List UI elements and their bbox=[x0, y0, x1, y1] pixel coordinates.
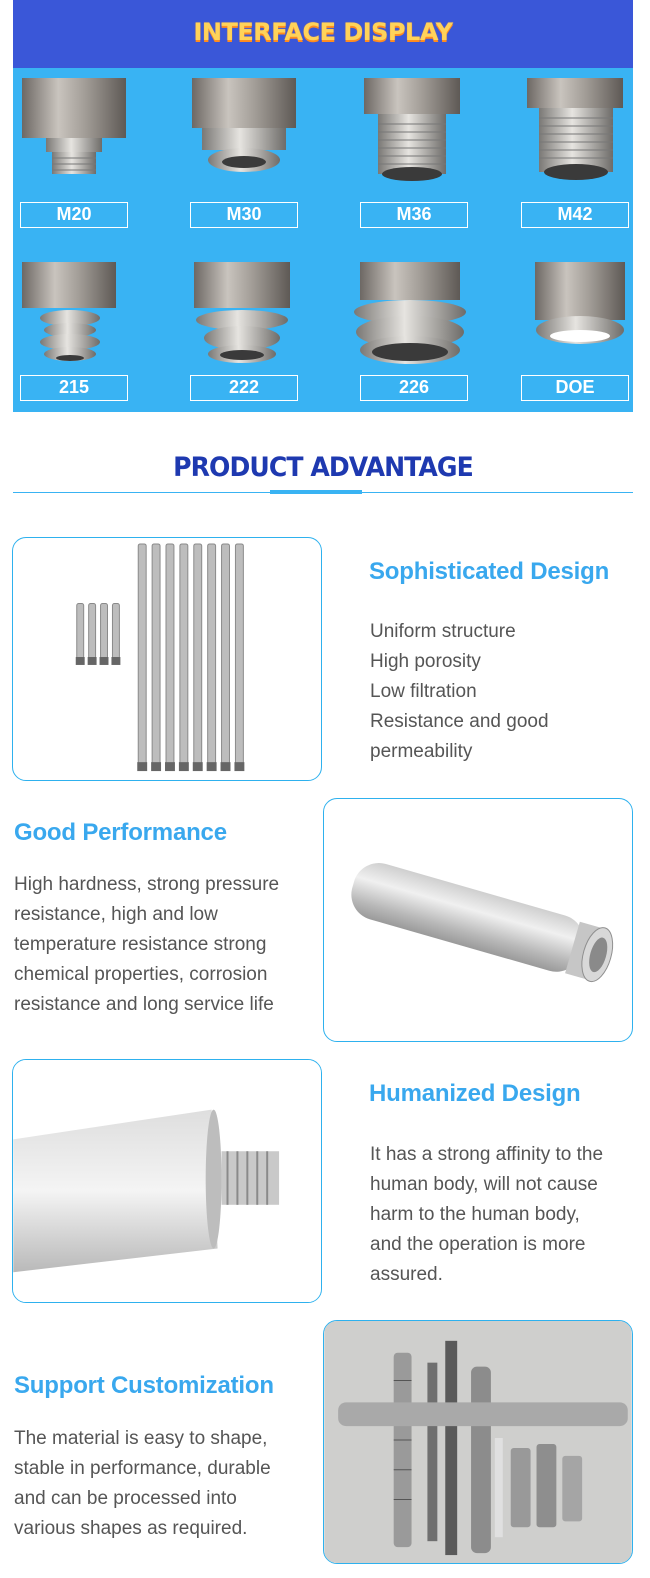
interface-code-label: 222 bbox=[190, 375, 298, 401]
filter-fitting-image bbox=[190, 74, 298, 186]
filter-fitting-image bbox=[20, 262, 128, 374]
feature-line: harm to the human body, bbox=[370, 1204, 580, 1225]
feature-description bbox=[14, 1424, 314, 1544]
filter-fitting-image bbox=[190, 262, 298, 374]
feature-line: Uniform structure bbox=[370, 621, 516, 642]
interface-code-label: M20 bbox=[20, 202, 128, 228]
feature-line: assured. bbox=[370, 1264, 443, 1285]
product-image-card bbox=[12, 537, 322, 781]
feature-line: and can be processed into bbox=[14, 1488, 237, 1509]
product-image-card bbox=[323, 798, 633, 1042]
filter-fitting-image bbox=[521, 74, 629, 186]
interface-code-label: M36 bbox=[360, 202, 468, 228]
feature-line: human body, will not cause bbox=[370, 1174, 598, 1195]
feature-description bbox=[370, 617, 630, 767]
interface-code-label: M42 bbox=[521, 202, 629, 228]
feature-line: chemical properties, corrosion bbox=[14, 964, 268, 985]
product-advantage-title: PRODUCT ADVANTAGE bbox=[173, 452, 473, 483]
filter-fitting-image bbox=[521, 262, 629, 374]
filter-closeup-image bbox=[13, 1060, 321, 1302]
filter-fitting-image bbox=[350, 262, 470, 374]
feature-title-support-customization: Support Customization bbox=[14, 1372, 274, 1399]
feature-title-sophisticated-design: Sophisticated Design bbox=[369, 558, 610, 585]
filter-fitting-image bbox=[360, 74, 468, 186]
filter-fitting-image bbox=[20, 74, 128, 186]
feature-line: and the operation is more bbox=[370, 1234, 586, 1255]
feature-line: High hardness, strong pressure bbox=[14, 874, 280, 895]
title-accent-bar bbox=[270, 490, 362, 494]
feature-line: resistance, high and low bbox=[14, 904, 218, 925]
feature-line: It has a strong affinity to the bbox=[370, 1144, 604, 1165]
feature-line: temperature resistance strong bbox=[14, 934, 267, 955]
interface-code-label: 215 bbox=[20, 375, 128, 401]
product-image-card bbox=[323, 1320, 633, 1564]
custom-filters-image bbox=[324, 1321, 632, 1563]
feature-description bbox=[14, 870, 314, 1020]
filter-tubes-image bbox=[13, 538, 321, 780]
interface-display-header bbox=[13, 0, 633, 68]
feature-line: High porosity bbox=[370, 651, 481, 672]
feature-line: permeability bbox=[370, 741, 473, 762]
interface-display-title: INTERFACE DISPLAY bbox=[193, 18, 453, 46]
interface-display-panel bbox=[13, 0, 633, 412]
interface-code-label: M30 bbox=[190, 202, 298, 228]
filter-cartridge-image bbox=[324, 799, 632, 1041]
feature-line: Low filtration bbox=[370, 681, 477, 702]
interface-code-label: 226 bbox=[360, 375, 468, 401]
feature-line: various shapes as required. bbox=[14, 1518, 248, 1539]
interface-code-label: DOE bbox=[521, 375, 629, 401]
feature-line: The material is easy to shape, bbox=[14, 1428, 268, 1449]
feature-description bbox=[370, 1140, 640, 1290]
feature-line: stable in performance, durable bbox=[14, 1458, 271, 1479]
feature-line: Resistance and good bbox=[370, 711, 549, 732]
product-image-card bbox=[12, 1059, 322, 1303]
feature-title-good-performance: Good Performance bbox=[14, 819, 227, 846]
feature-line: resistance and long service life bbox=[14, 994, 274, 1015]
feature-title-humanized-design: Humanized Design bbox=[369, 1080, 581, 1107]
